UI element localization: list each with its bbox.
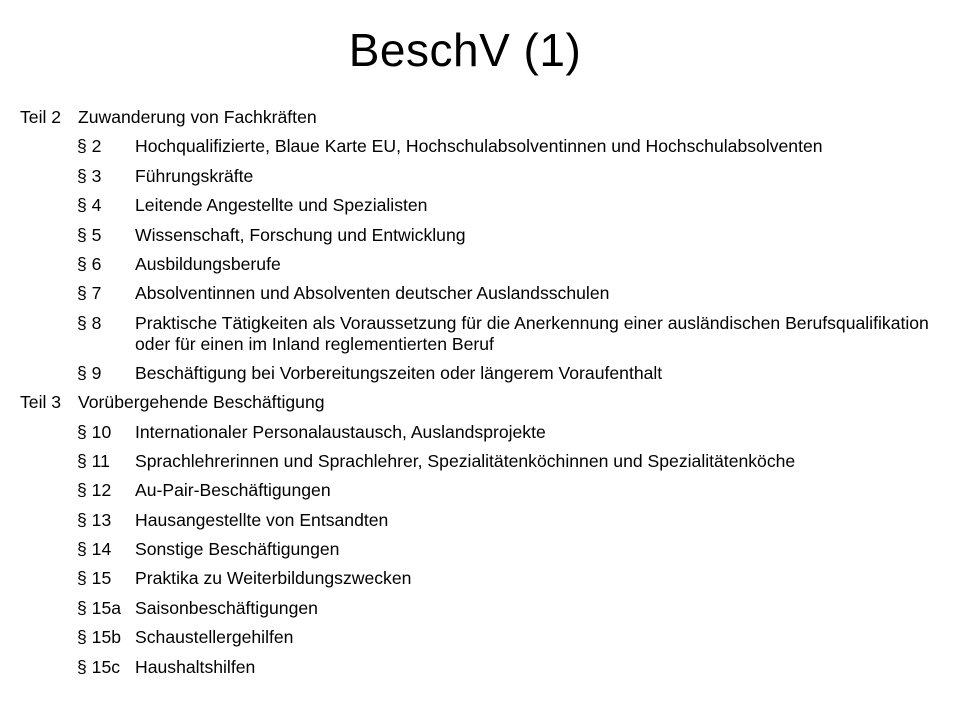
list-item [20, 598, 950, 627]
section-header [20, 392, 950, 421]
paragraph-title: Praktische Tätigkeiten als Voraussetzung für die Anerkennung einer ausländischen Berufsqualifikation oder für einen im Inland reglementierten Beruf [135, 312, 929, 354]
section-label: Teil 2 [20, 107, 62, 127]
paragraph-number: § 14 [77, 539, 112, 560]
paragraph-number: § 8 [77, 312, 102, 333]
list-item [20, 363, 950, 392]
section-label: Teil 3 [20, 392, 62, 413]
paragraph-number: § 15 [77, 568, 112, 589]
list-item [20, 510, 950, 539]
paragraph-number: § 15c [77, 656, 121, 677]
paragraph-number: § 13 [77, 509, 112, 530]
list-item [20, 283, 950, 312]
list-item [20, 422, 950, 451]
paragraph-number: § 3 [77, 165, 102, 186]
list-item [20, 451, 950, 480]
paragraph-title: Hochqualifizierte, Blaue Karte EU, Hochschulabsolventinnen und Hochschulabsolventen [135, 136, 823, 157]
paragraph-number: § 15a [77, 597, 122, 618]
list-item [20, 568, 950, 597]
paragraph-title: Au-Pair-Beschäftigungen [135, 480, 331, 501]
paragraph-title: Internationaler Personalaustausch, Auslandsprojekte [135, 421, 546, 442]
paragraph-title: Absolventinnen und Absolventen deutscher Auslandsschulen [135, 283, 610, 304]
paragraph-title: Sonstige Beschäftigungen [135, 539, 340, 560]
paragraph-number: § 10 [77, 421, 112, 442]
slide-title: BeschV (1) [348, 24, 582, 76]
list-item [20, 313, 950, 363]
paragraph-title: Wissenschaft, Forschung und Entwicklung [135, 224, 466, 245]
paragraph-title: Praktika zu Weiterbildungszwecken [135, 568, 412, 589]
paragraph-number: § 2 [77, 136, 102, 157]
paragraph-title: Ausbildungsberufe [135, 253, 281, 274]
paragraph-number: § 12 [77, 480, 112, 501]
list-item [20, 539, 950, 568]
list-item [20, 480, 950, 509]
paragraph-number: § 7 [77, 283, 102, 304]
list-item [20, 627, 950, 656]
paragraph-number: § 4 [77, 195, 102, 216]
paragraph-number: § 15b [77, 627, 122, 648]
paragraph-number: § 6 [77, 253, 102, 274]
section-title: Zuwanderung von Fachkräften [78, 107, 317, 127]
list-item [20, 195, 950, 224]
paragraph-title: Führungskräfte [135, 165, 254, 186]
section-header [20, 107, 950, 136]
list-item [20, 254, 950, 283]
paragraph-title: Schaustellergehilfen [135, 627, 294, 648]
paragraph-title: Sprachlehrerinnen und Sprachlehrer, Spezialitätenköchinnen und Spezialitätenköche [135, 450, 796, 471]
paragraph-number: § 9 [77, 362, 102, 383]
list-item [20, 166, 950, 195]
list-item [20, 225, 950, 254]
paragraph-number: § 11 [77, 450, 110, 471]
paragraph-title: Beschäftigung bei Vorbereitungszeiten oder längerem Voraufenthalt [135, 362, 663, 383]
section-title: Vorübergehende Beschäftigung [78, 392, 325, 413]
paragraph-list [20, 107, 950, 686]
paragraph-title: Hausangestellte von Entsandten [135, 509, 389, 530]
paragraph-title: Saisonbeschäftigungen [135, 597, 318, 618]
list-item [20, 136, 950, 165]
paragraph-title: Leitende Angestellte und Spezialisten [135, 195, 428, 216]
list-item [20, 657, 950, 686]
paragraph-number: § 5 [77, 224, 102, 245]
paragraph-title: Haushaltshilfen [135, 656, 256, 677]
